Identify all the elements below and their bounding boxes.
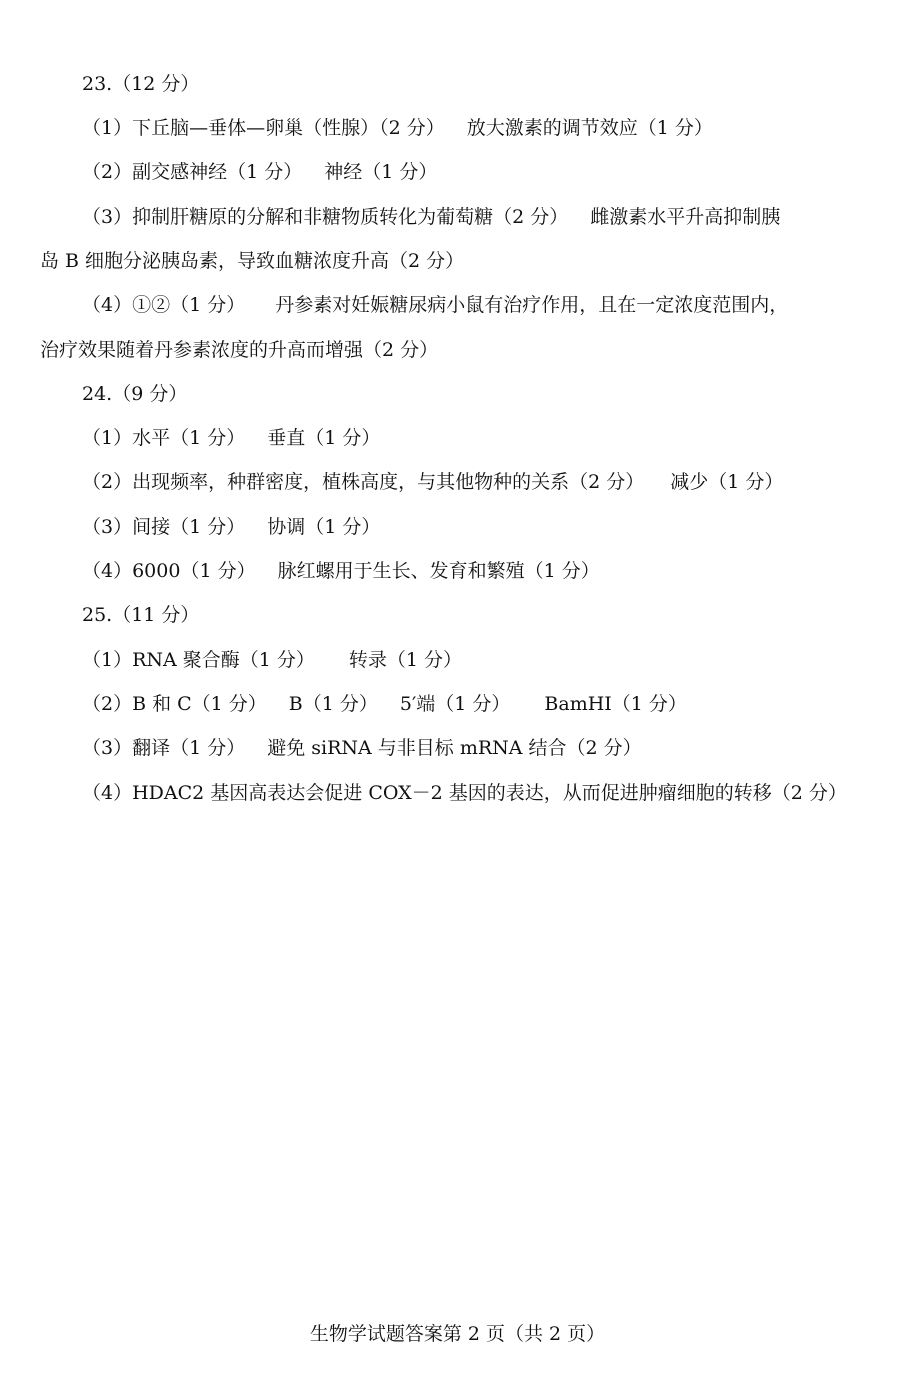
q23-answer-1-part-b: 放大激素的调节效应（1 分） [466,117,713,139]
q24-answer-3-part-a: （3）间接（1 分） [82,516,246,538]
q25-answer-3-part-a: （3）翻译（1 分） [82,737,246,759]
q23-answer-3-part-b: 雌激素水平升高抑制胰 [590,206,781,228]
q23-answer-4-part-b: 丹参素对妊娠糖尿病小鼠有治疗作用，且在一定浓度范围内， [275,294,789,316]
q25-heading-text: 25.（11 分） [82,604,200,626]
q24-answer-1-part-b: 垂直（1 分） [267,427,381,449]
q25-answer-1-part-a: （1）RNA 聚合酶（1 分） [82,649,315,671]
q25-answer-4-part-a: （4）HDAC2 基因高表达会促进 COX－2 基因的表达，从而促进肿瘤细胞的转移（2 分） [82,782,847,804]
q25-answer-4 [82,781,875,805]
q25-answer-1 [82,648,875,672]
q25-answer-2-part-a: （2）B 和 C（1 分） [82,693,267,715]
q25-answer-2-part-c: 5′端（1 分） [399,693,511,715]
q23-answer-4 [82,293,875,317]
q25-answer-3 [82,736,875,760]
q24-answer-4 [82,559,875,583]
q25-answer-2-part-d: BamHⅠ（1 分） [544,693,687,715]
q23-answer-4-continued [40,338,875,362]
q23-heading [82,72,875,96]
q24-heading-text: 24.（9 分） [82,383,188,405]
q23-heading-text: 23.（12 分） [82,73,200,95]
q25-answer-2-part-b: B（1 分） [288,693,378,715]
q24-answer-2 [82,470,875,494]
q23-answer-2-part-b: 神经（1 分） [324,161,438,183]
page-footer-text: 生物学试题答案第 2 页（共 2 页） [309,1323,606,1345]
q24-answer-4-part-a: （4）6000（1 分） [82,560,256,582]
q23-answer-3-part-a: （3）抑制肝糖原的分解和非糖物质转化为葡萄糖（2 分） [82,206,569,228]
q24-heading [82,382,875,406]
q24-answer-2-part-a: （2）出现频率，种群密度，植株高度，与其他物种的关系（2 分） [82,471,645,493]
q23-answer-1-part-a: （1）下丘脑—垂体—卵巢（性腺）（2 分） [82,117,445,139]
q23-answer-3-part-c: 岛 B 细胞分泌胰岛素，导致血糖浓度升高（2 分） [40,250,465,272]
q24-answer-1 [82,426,875,450]
q23-answer-4-part-c: 治疗效果随着丹参素浓度的升高而增强（2 分） [40,339,439,361]
q24-answer-3 [82,515,875,539]
q23-answer-2-part-a: （2）副交感神经（1 分） [82,161,303,183]
q25-answer-1-part-b: 转录（1 分） [348,649,463,671]
q23-answer-1 [82,116,875,140]
q23-answer-3-continued [40,249,875,273]
q24-answer-4-part-b: 脉红螺用于生长、发育和繁殖（1 分） [277,560,600,582]
q23-answer-4-part-a: （4）①②（1 分） [82,294,246,316]
q24-answer-1-part-a: （1）水平（1 分） [82,427,246,449]
page-footer [0,1322,915,1346]
q24-answer-2-part-b: 减少（1 分） [670,471,784,493]
q23-answer-2 [82,160,875,184]
q23-answer-3 [82,205,875,229]
q24-answer-3-part-b: 协调（1 分） [267,516,381,538]
q25-heading [82,603,875,627]
q25-answer-2 [82,692,875,716]
q25-answer-3-part-b: 避免 siRNA 与非目标 mRNA 结合（2 分） [267,737,642,759]
